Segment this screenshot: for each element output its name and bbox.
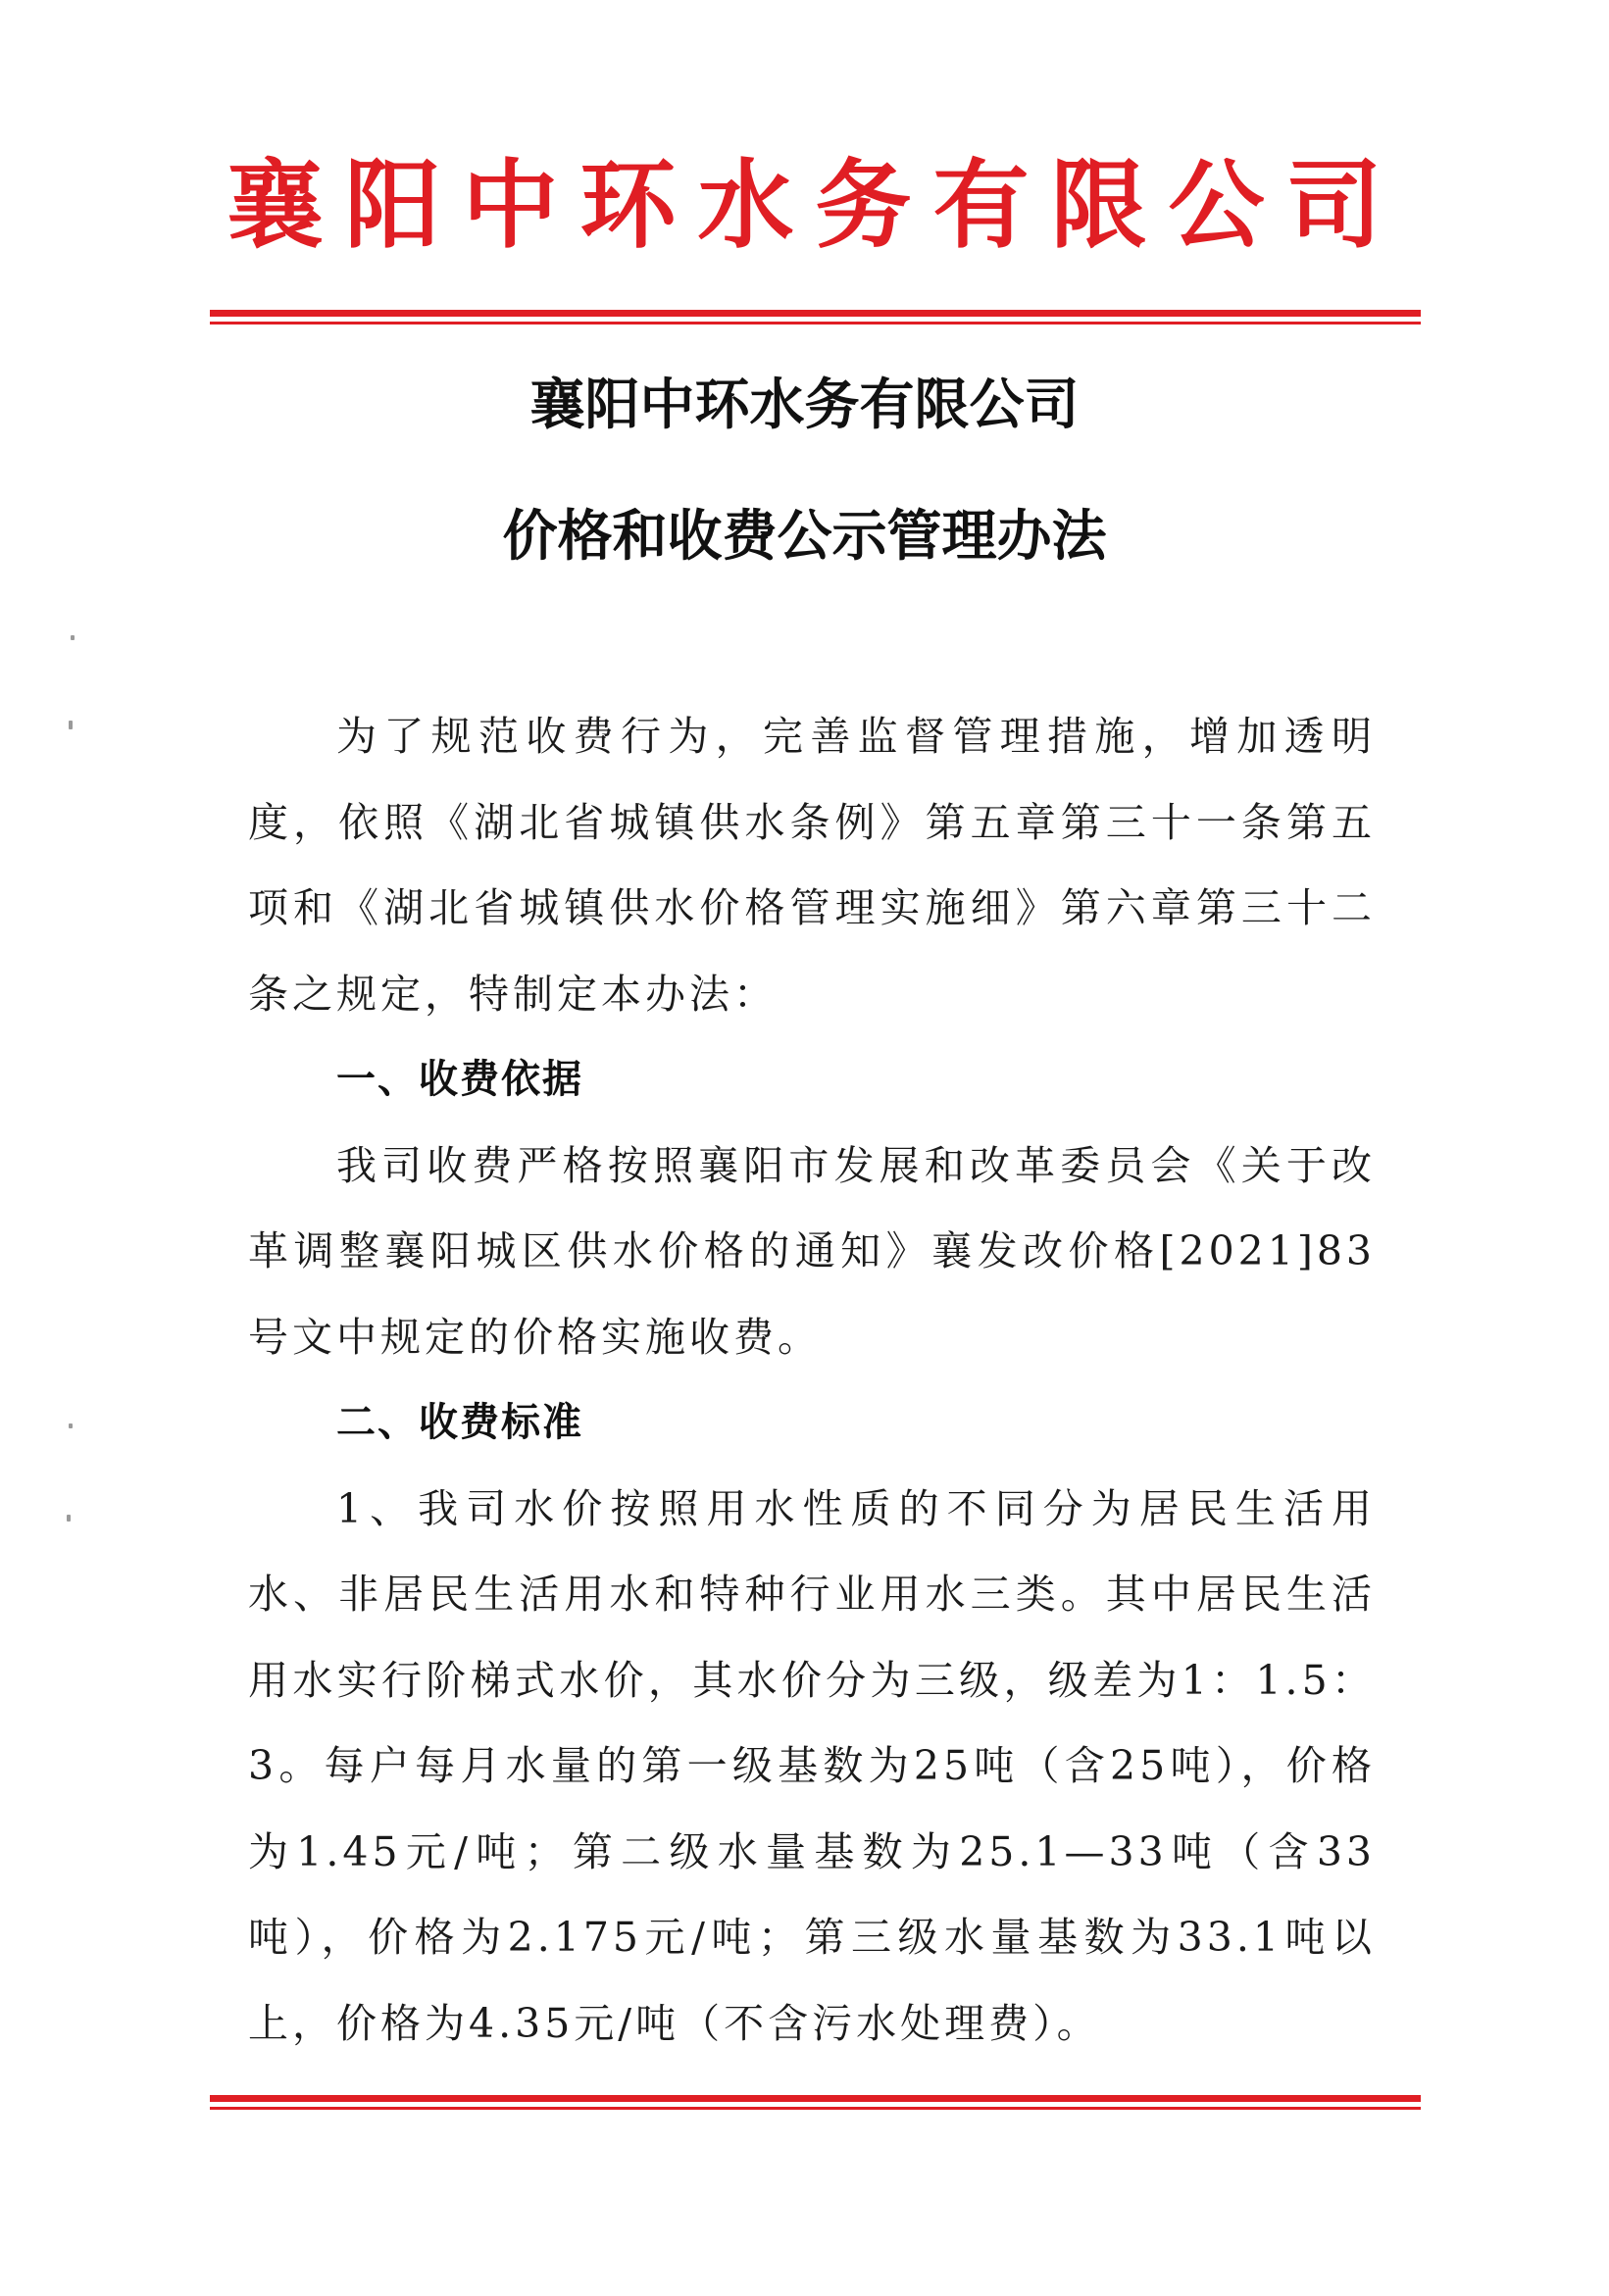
section-heading-standard: 二、收费标准 [336, 1400, 583, 1445]
section-heading-basis: 一、收费依据 [336, 1057, 583, 1102]
scan-speck [69, 721, 73, 729]
letterhead-rule-thick [210, 310, 1421, 317]
letterhead-rule-thin [210, 322, 1421, 324]
scan-speck [69, 1423, 73, 1428]
footer-rule-thin [210, 2107, 1421, 2110]
scan-speck [71, 635, 75, 640]
letterhead-company-name: 襄阳中环水务有限公司 [226, 149, 1404, 262]
document-body [248, 694, 1376, 2067]
scan-speck [67, 1515, 71, 1522]
document-title-line1: 襄阳中环水务有限公司 [529, 373, 1080, 437]
intro-paragraph: 为了规范收费行为，完善监督管理措施，增加透明度，依照《湖北省城镇供水条例》第五章第三十一条第五项和《湖北省城镇供水价格管理实施细》第六章第三十二条之规定，特制定本办法： [248, 713, 1376, 1018]
section-standard-paragraph: 1、我司水价按照用水性质的不同分为居民生活用水、非居民生活用水和特种行业用水三类。其中居民生活用水实行阶梯式水价，其水价分为三级，级差为1：1.5：3。每户每月水量的第一级基数为25吨（含25吨），价格为1.45元/吨；第二级水量基数为25.1—33吨（含33吨），价格为2.175元/吨；第三级水量基数为33.1吨以上，价格为4.35元/吨（不含污水处理费）。 [248, 1484, 1376, 2047]
footer-rule-thick [210, 2095, 1421, 2102]
section-basis-paragraph: 我司收费严格按照襄阳市发展和改革委员会《关于改革调整襄阳城区供水价格的通知》襄发改价格[2021]83号文中规定的价格实施收费。 [248, 1141, 1376, 1361]
document-title-line2: 价格和收费公示管理办法 [502, 504, 1107, 569]
